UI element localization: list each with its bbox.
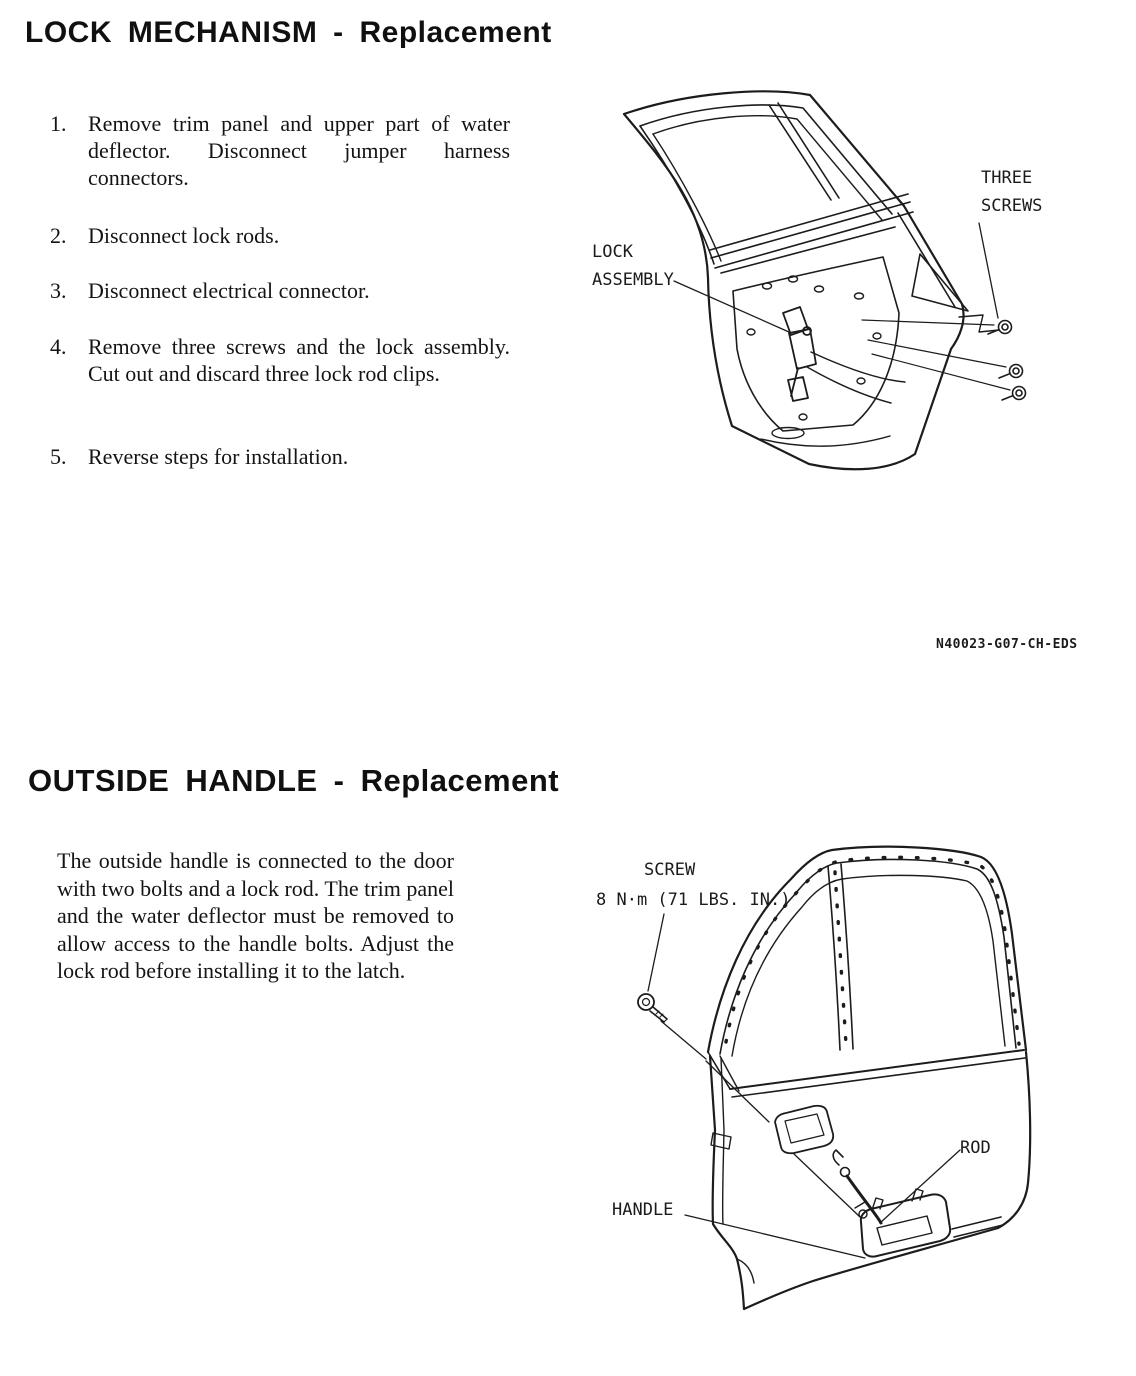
handle-label: HANDLE — [612, 1200, 674, 1220]
procedure-step — [48, 277, 510, 304]
section-handle-title: OUTSIDE HANDLE - Replacement — [28, 763, 560, 798]
leader-line-screw — [648, 914, 664, 991]
step-text: Remove trim panel and upper part of water deflector. Disconnect jumper harness connectors. — [88, 111, 510, 190]
procedure-step — [48, 110, 510, 191]
procedure-step — [48, 333, 510, 387]
figure-code: N40023-G07-CH-EDS — [936, 637, 1078, 652]
step-text: Disconnect lock rods. — [88, 223, 280, 248]
lock-assembly-drawing — [783, 307, 816, 401]
leader-line-lock-assembly — [674, 281, 789, 332]
step-text: Reverse steps for installation. — [88, 444, 349, 469]
rod-label: ROD — [960, 1138, 991, 1158]
torque-label: 8 N·m (71 LBS. IN.) — [596, 890, 791, 910]
lock-rod-drawing — [833, 1150, 881, 1223]
step-text: Remove three screws and the lock assembly. Cut out and discard three lock rod clips. — [88, 334, 510, 386]
three-screws-label: THREE SCREWS — [981, 168, 1043, 216]
step-number: 4. — [50, 334, 67, 359]
door-outline — [624, 91, 964, 469]
door-inner-illustration — [560, 80, 1136, 520]
handle-paragraph: The outside handle is connected to the door with two bolts and a lock rod. The trim panel and the water deflector must be removed to allow access to the handle bolts. Adjust the lock rod before installing it to the latch. — [57, 848, 454, 983]
screw-icon — [638, 994, 667, 1022]
step-number: 3. — [50, 278, 67, 303]
outside-handle-figure — [560, 830, 1136, 1376]
handle-bezel-drawing — [775, 1106, 833, 1154]
section-lock-title: LOCK MECHANISM - Replacement — [25, 16, 552, 49]
step-number: 1. — [50, 111, 67, 136]
lock-assembly-label: LOCK ASSEMBLY — [592, 242, 674, 290]
procedure-step — [48, 222, 510, 249]
leader-line-handle — [685, 1215, 865, 1258]
lock-mechanism-figure — [560, 80, 1136, 520]
step-number: 2. — [50, 223, 67, 248]
procedure-step — [48, 443, 510, 470]
screw-icon — [988, 321, 1012, 335]
screw-label: SCREW — [644, 860, 696, 880]
step-number: 5. — [50, 444, 67, 469]
step-text: Disconnect electrical connector. — [88, 278, 370, 303]
leader-line-three-screws — [979, 223, 998, 318]
